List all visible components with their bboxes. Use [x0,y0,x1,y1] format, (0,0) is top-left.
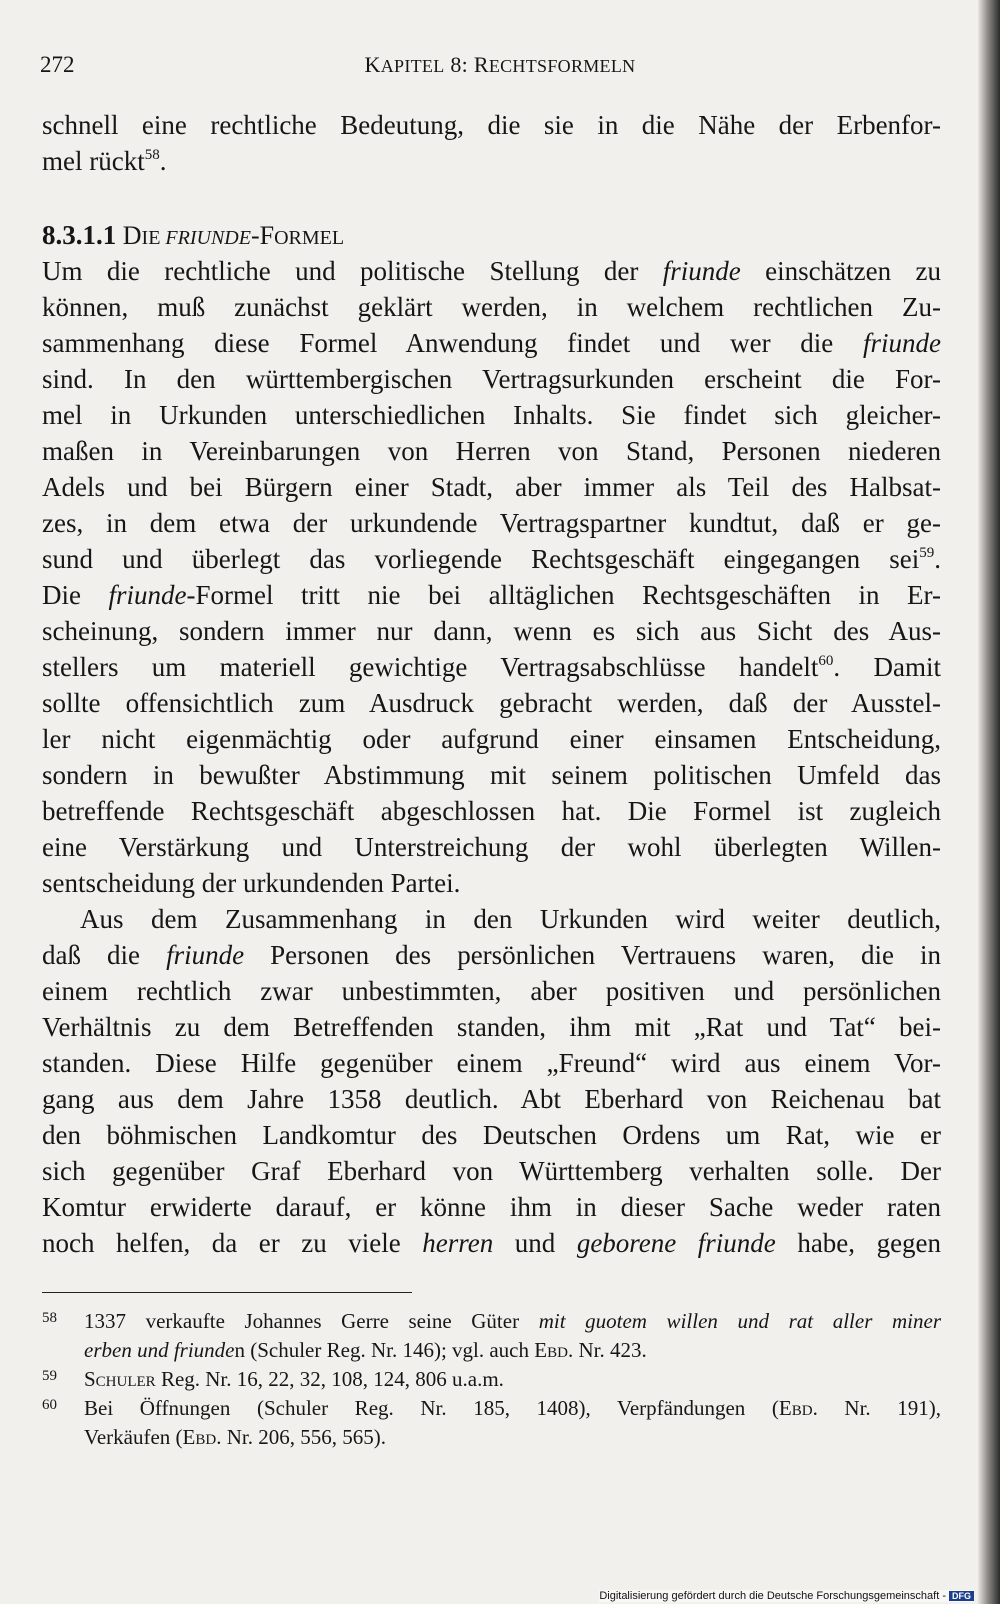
footnote-59: 59 Schuler Reg. Nr. 16, 22, 32, 108, 124, 806 u.a.m. [42,1365,941,1394]
text-line: maßen in Vereinbarungen von Herren von Stand, Personen niederen [42,436,941,466]
section-heading: 8.3.1.1 DIE FRIUNDE-FORMEL [42,220,345,250]
footnote-ref[interactable]: 58 [144,147,160,163]
text-line: zes, in dem etwa der urkundende Vertragspartner kundtut, daß er ge- [42,508,941,538]
text-line: Aus dem Zusammenhang in den Urkunden wird weiter deutlich, [80,904,941,934]
text-line: stellers um materiell gewichtige Vertragsabschlüsse handelt$^{60}$. Damit [42,652,941,682]
running-head: KAPITEL 8: RECHTSFORMELN [364,52,636,77]
text-line: schnell eine rechtliche Bedeutung, die sie in die Nähe der Erbenfor- [42,110,941,140]
footnote-mark: 58 [42,1310,57,1326]
text-line: standen. Diese Hilfe gegenüber einem „Freund“ wird aus einem Vor- [42,1048,941,1078]
page-number: 272 [40,52,75,77]
text-line: daß die friunde Personen des persönlichen Vertrauens waren, die in [42,940,941,970]
footnotes [42,1307,941,1452]
text-line: sollte offensichtlich zum Ausdruck gebracht werden, daß der Ausstel- [42,688,941,718]
text-line: sund und überlegt das vorliegende Rechtsgeschäft eingegangen sei$^{59}$. [42,544,941,574]
text-line: sammenhang diese Formel Anwendung findet und wer die friunde [42,328,941,358]
footnote-58: 58 1337 verkaufte Johannes Gerre seine Güter mit guotem willen und rat aller miner erben und friunden (Schuler Reg. Nr. 146); vgl. auch Ebd. Nr. 423. [42,1307,941,1365]
text-line: mel in Urkunden unterschiedlichen Inhalts. Sie findet sich gleicher- [42,400,941,430]
footnote-60: 60 Bei Öffnungen (Schuler Reg. Nr. 185, 1408), Verpfändungen (Ebd. Nr. 191), Verkäufen (Ebd. Nr. 206, 556, 565). [42,1394,941,1452]
text-line: sind. In den württembergischen Vertragsurkunden erscheint die For- [42,364,941,394]
text-line: einem rechtlich zwar unbestimmten, aber positiven und persönlichen [42,976,941,1006]
digitization-credit: Digitalisierung gefördert durch die Deutsche Forschungsgemeinschaft - DFG [599,1590,974,1602]
footnote-mark: 60 [42,1397,57,1413]
text-line: sich gegenüber Graf Eberhard von Württemberg verhalten solle. Der [42,1156,941,1186]
text-line: Adels und bei Bürgern einer Stadt, aber immer als Teil des Halbsat- [42,472,941,502]
page-edge-shadow [978,0,1000,1604]
text-line: betreffende Rechtsgeschäft abgeschlossen hat. Die Formel ist zugleich [42,796,941,826]
text-line: sondern in bewußter Abstimmung mit seinem politischen Umfeld das [42,760,941,790]
text-line: Verhältnis zu dem Betreffenden standen, ihm mit „Rat und Tat“ bei- [42,1012,941,1042]
text-line: sentscheidung der urkundenden Partei. [42,868,461,898]
text-line: eine Verstärkung und Unterstreichung der wohl überlegten Willen- [42,832,941,862]
text-line: Um die rechtliche und politische Stellung der friunde einschätzen zu [42,256,941,286]
dfg-logo-icon: DFG [949,1591,974,1601]
text-line: scheinung, sondern immer nur dann, wenn es sich aus Sicht des Aus- [42,616,941,646]
footnote-mark: 59 [42,1368,57,1384]
footnote-ref[interactable]: 60 [818,653,834,669]
footnote-ref[interactable]: 59 [919,545,935,561]
footnote-divider [42,1292,412,1293]
text-line: mel rückt$^{58}$. [42,146,167,176]
text-line: noch helfen, da er zu viele herren und geborene friunde habe, gegen [42,1228,942,1258]
body-text [42,107,941,1261]
text-line: Komtur erwiderte darauf, er könne ihm in dieser Sache weder raten [42,1192,941,1222]
text-line: Die friunde-Formel tritt nie bei alltäglichen Rechtsgeschäften in Er- [42,580,941,610]
text-line: können, muß zunächst geklärt werden, in welchem rechtlichen Zu- [42,292,941,322]
text-line: ler nicht eigenmächtig oder aufgrund einer einsamen Entscheidung, [42,724,941,754]
text-line: gang aus dem Jahre 1358 deutlich. Abt Eberhard von Reichenau bat [42,1084,941,1114]
text-line: den böhmischen Landkomtur des Deutschen Ordens um Rat, wie er [42,1120,941,1150]
